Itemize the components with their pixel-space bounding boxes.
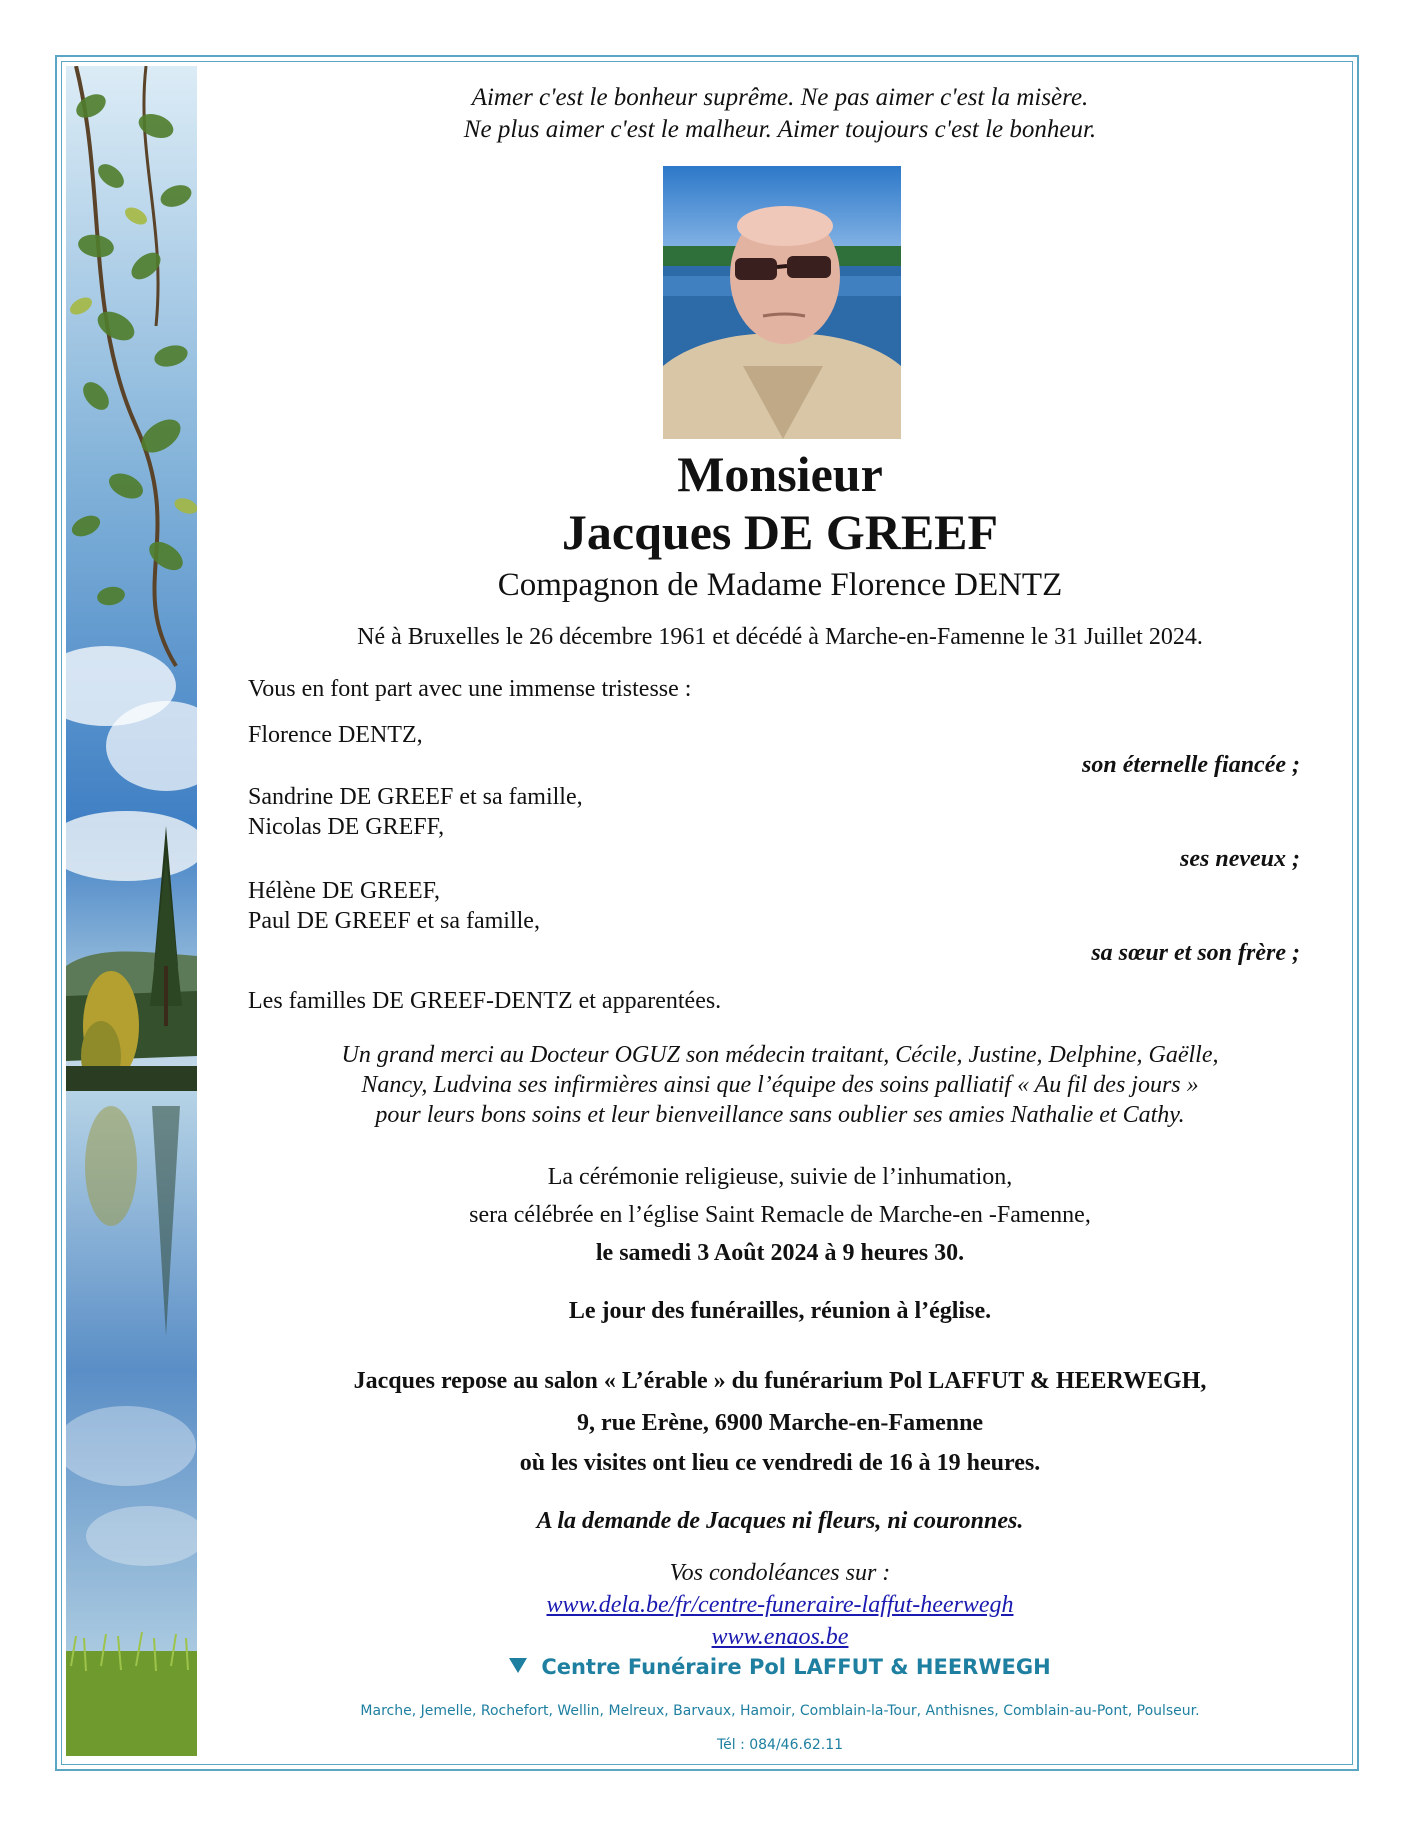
thanks-paragraph bbox=[230, 1040, 1330, 1130]
condolences-link-dela[interactable]: www.dela.be/fr/centre-funeraire-laffut-heerwegh bbox=[546, 1592, 1014, 1618]
funeral-home-name bbox=[230, 1654, 1330, 1680]
family-intro: Vous en font part avec une immense tristesse : bbox=[248, 676, 692, 702]
deceased-name: Jacques DE GREEF bbox=[561, 504, 999, 560]
honorific-title: Monsieur bbox=[677, 446, 883, 502]
family-member: Hélène DE GREEF, bbox=[248, 878, 441, 904]
decorative-landscape-strip bbox=[66, 66, 197, 1756]
family-member: Les familles DE GREEF-DENTZ et apparentées. bbox=[248, 988, 722, 1014]
family-member: Florence DENTZ, bbox=[248, 722, 423, 748]
visiting-hours: où les visites ont lieu ce vendredi de 16 à 19 heures. bbox=[519, 1450, 1041, 1476]
ceremony-line-1: La cérémonie religieuse, suivie de l’inhumation, bbox=[547, 1164, 1013, 1190]
quote-line-2: Ne plus aimer c'est le malheur. Aimer toujours c'est le bonheur. bbox=[463, 116, 1097, 143]
funeral-home-label: Centre Funéraire Pol LAFFUT & HEERWEGH bbox=[541, 1655, 1051, 1679]
family-member: Sandrine DE GREEF et sa famille, bbox=[248, 784, 583, 810]
meeting-note: Le jour des funérailles, réunion à l’église. bbox=[568, 1298, 992, 1324]
thanks-line: Nancy, Ludvina ses infirmières ainsi que l’équipe des soins palliatif « Au fil des jours » bbox=[361, 1072, 1199, 1098]
relation-label: sa sœur et son frère ; bbox=[1091, 940, 1300, 966]
condolences-label: Vos condoléances sur : bbox=[669, 1560, 891, 1586]
birth-death-line: Né à Bruxelles le 26 décembre 1961 et décédé à Marche-en-Famenne le 31 Juillet 2024. bbox=[357, 624, 1203, 650]
funeral-home-phone: Tél : 084/46.62.11 bbox=[716, 1737, 844, 1753]
thanks-line: pour leurs bons soins et leur bienveillance sans oublier ses amies Nathalie et Cathy. bbox=[375, 1102, 1185, 1128]
family-member: Nicolas DE GREFF, bbox=[248, 814, 445, 840]
ceremony-line-2: sera célébrée en l’église Saint Remacle de Marche-en -Famenne, bbox=[469, 1202, 1091, 1228]
relation-label: ses neveux ; bbox=[1180, 846, 1300, 872]
family-member: Paul DE GREEF et sa famille, bbox=[248, 908, 540, 934]
companion-subtitle: Compagnon de Madame Florence DENTZ bbox=[497, 567, 1063, 603]
portrait-photo bbox=[663, 166, 901, 439]
repose-address: 9, rue Erène, 6900 Marche-en-Famenne bbox=[576, 1410, 984, 1436]
repose-line-1: Jacques repose au salon « L’érable » du funérarium Pol LAFFUT & HEERWEGH, bbox=[353, 1368, 1207, 1394]
condolences-link-enaos[interactable]: www.enaos.be bbox=[711, 1624, 849, 1650]
quote-line-1: Aimer c'est le bonheur suprême. Ne pas aimer c'est la misère. bbox=[471, 84, 1089, 111]
relation-label: son éternelle fiancée ; bbox=[1082, 752, 1300, 778]
ceremony-date: le samedi 3 Août 2024 à 9 heures 30. bbox=[595, 1240, 965, 1266]
funeral-home-locations: Marche, Jemelle, Rochefort, Wellin, Melreux, Barvaux, Hamoir, Comblain-la-Tour, Anthisnes, Comblain-au-Pont, Poulseur. bbox=[360, 1703, 1200, 1719]
flowers-request: A la demande de Jacques ni fleurs, ni couronnes. bbox=[536, 1508, 1024, 1534]
thanks-line: Un grand merci au Docteur OGUZ son médecin traitant, Cécile, Justine, Delphine, Gaëlle, bbox=[341, 1042, 1219, 1068]
triangle-down-icon bbox=[509, 1658, 527, 1673]
